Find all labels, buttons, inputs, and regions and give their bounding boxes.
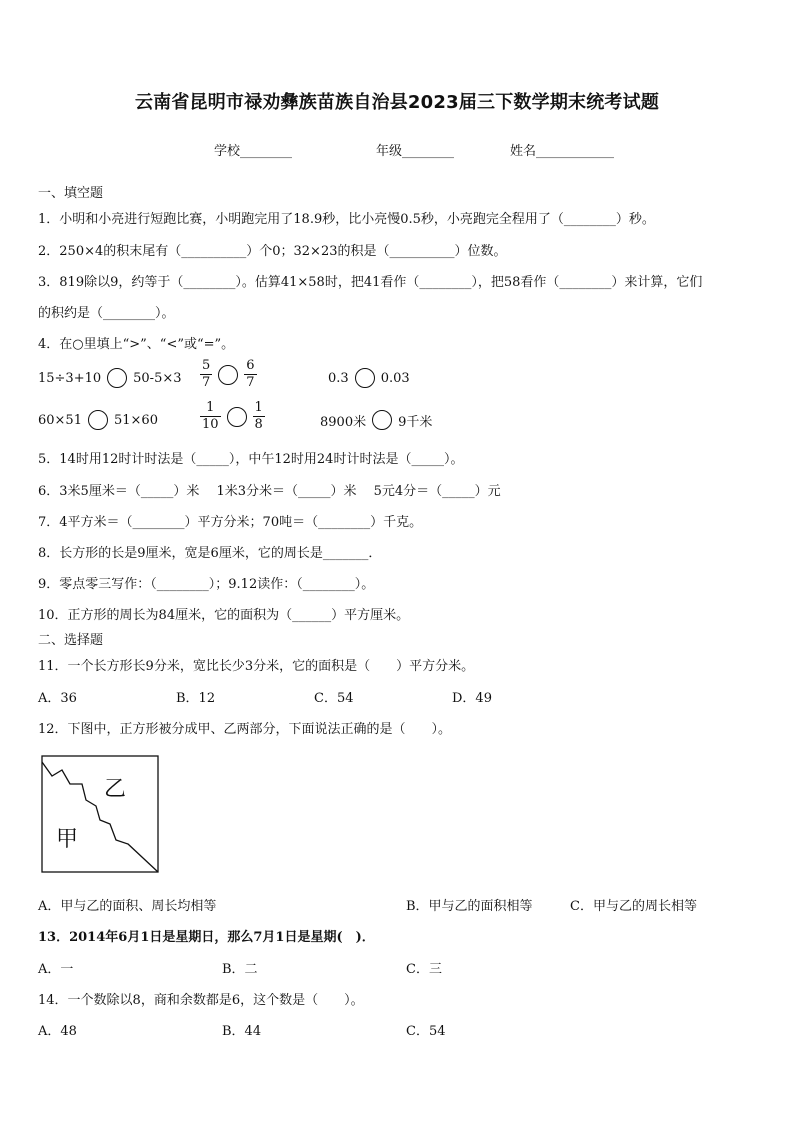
- grade-field: 年级________: [376, 144, 455, 159]
- compare-1c-right: 0.03: [380, 370, 410, 386]
- q12-option-a[interactable]: A．甲与乙的面积、周长均相等: [38, 899, 217, 914]
- fraction: $\frac{5}{7}$: [202, 358, 211, 390]
- label-yi: 乙: [104, 777, 127, 802]
- question-14: 14．一个数除以8，商和余数都是6，这个数是（ ）。: [38, 993, 364, 1008]
- section-fill-blank: 一、填空题: [38, 186, 104, 201]
- zigzag-divider: [42, 762, 158, 872]
- compare-2c-right: 9千米: [398, 414, 433, 430]
- compare-1c-left: 0.3: [328, 370, 349, 386]
- q13-option-a[interactable]: A．一: [38, 962, 74, 977]
- question-2: 2．250×4的积末尾有（__________）个0；32×23的积是（__________）位数。: [38, 244, 507, 259]
- question-10: 10．正方形的周长为84厘米，它的面积为（______）平方厘米。: [38, 608, 410, 623]
- question-6: 6．3米5厘米＝（_____）米 1米3分米＝（_____）米 5元4分＝（_____）元: [38, 484, 501, 499]
- compare-2c: [320, 410, 432, 430]
- compare-2a-left: 60×51: [38, 412, 82, 428]
- question-5: 5．14时用12时计时法是（_____），中午12时用24时计时法是（_____）。: [38, 452, 464, 467]
- question-12: 12．下图中，正方形被分成甲、乙两部分，下面说法正确的是（ ）。: [38, 722, 452, 737]
- compare-circle[interactable]: [227, 407, 247, 427]
- question-4: 4．在○里填上“>”、“<”或“=”。: [38, 337, 235, 352]
- q13-option-b[interactable]: B．二: [222, 962, 258, 977]
- compare-circle[interactable]: [107, 368, 127, 388]
- fraction: $\frac{1}{10}$: [202, 400, 219, 432]
- compare-1a-left: 15÷3+10: [38, 370, 102, 386]
- compare-2c-left: 8900米: [320, 414, 367, 430]
- question-7: 7．4平方米＝（________）平方分米；70吨＝（________）千克。: [38, 515, 423, 530]
- compare-circle[interactable]: [355, 368, 375, 388]
- compare-1a: [38, 368, 182, 388]
- question-1: 1．小明和小亮进行短跑比赛，小明跑完用了18.9秒，比小亮慢0.5秒，小亮跑完全程用了（________）秒。: [38, 212, 655, 227]
- q12-option-b[interactable]: B．甲与乙的面积相等: [406, 899, 533, 914]
- question-11: 11．一个长方形长9分米，宽比长少3分米，它的面积是（ ）平方分米。: [38, 659, 475, 674]
- compare-2a-right: 51×60: [113, 412, 158, 428]
- section-choice: 二、选择题: [38, 633, 104, 648]
- compare-1a-right: 50-5×3: [133, 370, 182, 386]
- question-3-line2: 的积约是（________）。: [38, 306, 175, 321]
- compare-1b: [200, 358, 257, 391]
- fraction: $\frac{1}{8}$: [254, 400, 263, 432]
- question-13: 13．2014年6月1日是星期日，那么7月1日是星期( )．: [38, 930, 375, 945]
- q11-option-c[interactable]: C．54: [314, 691, 354, 706]
- compare-2a: [38, 410, 158, 430]
- compare-circle[interactable]: [218, 365, 238, 385]
- q11-option-b[interactable]: B．12: [176, 691, 216, 706]
- compare-circle[interactable]: [372, 410, 392, 430]
- fraction: $\frac{6}{7}$: [246, 358, 255, 390]
- q11-option-a[interactable]: A．36: [38, 691, 77, 706]
- compare-2b: [200, 400, 265, 433]
- q12-option-c[interactable]: C．甲与乙的周长相等: [570, 899, 697, 914]
- compare-1c: [328, 368, 410, 388]
- school-field: 学校________: [214, 144, 293, 159]
- square-outline: [42, 756, 158, 872]
- q14-option-b[interactable]: B．44: [222, 1024, 262, 1039]
- square-division-figure: [40, 754, 160, 874]
- label-jia: 甲: [56, 827, 79, 852]
- name-field: 姓名____________: [510, 144, 615, 159]
- q13-option-c[interactable]: C．三: [406, 962, 442, 977]
- question-3-line1: 3．819除以9，约等于（________）。估算41×58时，把41看作（________），把58看作（________）来计算，它们: [38, 275, 703, 290]
- q11-option-d[interactable]: D．49: [452, 691, 492, 706]
- q14-option-c[interactable]: C．54: [406, 1024, 446, 1039]
- question-9: 9．零点零三写作：（________）；9.12读作：（________）。: [38, 577, 375, 592]
- q14-option-a[interactable]: A．48: [38, 1024, 77, 1039]
- compare-circle[interactable]: [88, 410, 108, 430]
- page-title: 云南省昆明市禄劝彝族苗族自治县2023届三下数学期末统考试题: [134, 92, 660, 113]
- question-8: 8．长方形的长是9厘米，宽是6厘米，它的周长是_______．: [38, 546, 382, 561]
